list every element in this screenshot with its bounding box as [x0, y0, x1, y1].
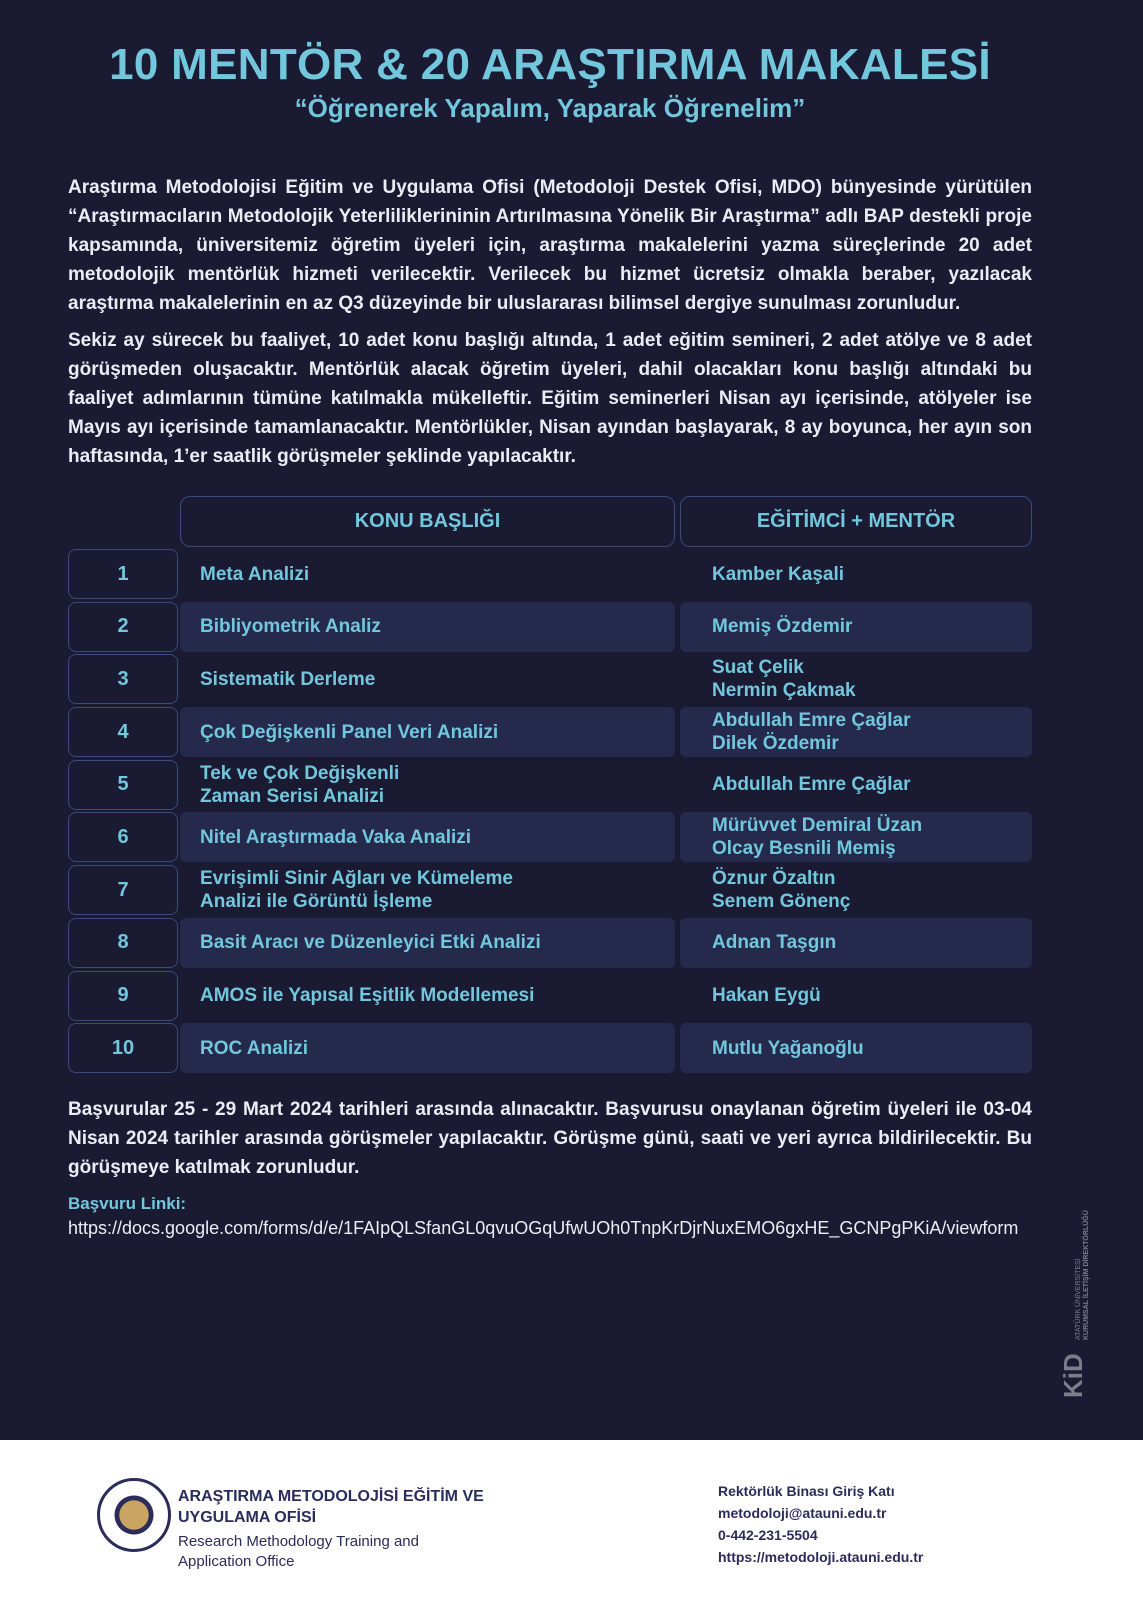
row-number: 3: [68, 654, 178, 704]
office-name-en: Research Methodology Training and Application Office: [178, 1533, 419, 1570]
university-seal-logo: [97, 1478, 171, 1552]
row-number: 10: [68, 1023, 178, 1073]
header-topic: KONU BAŞLIĞI: [180, 496, 675, 547]
table-row: [68, 602, 1032, 652]
row-number: 2: [68, 602, 178, 652]
row-topic: Tek ve Çok Değişkenli Zaman Serisi Analizi: [200, 762, 400, 807]
row-mentor: Öznur Özaltın Senem Gönenç: [712, 868, 851, 913]
table-row: [68, 760, 1032, 810]
row-topic: Sistematik Derleme: [200, 668, 376, 690]
mentor-table: [68, 549, 1032, 1073]
contact-info: [718, 1480, 923, 1568]
schedule-paragraph: Sekiz ay sürecek bu faaliyet, 10 adet konu başlığı altında, 1 adet eğitim semineri, 2 adet atölye ve 8 adet görüşmeden oluşacaktır. Mentörlük alacak öğretim üyeleri, dahil olacakları konu başlığı altındaki bu faaliyet adımlarının tümüne katılmakla mükelleftir. Eğitim seminerleri Nisan ayı içerisinde, atölyeler ise Mayıs ayı içerisinde tamamlanacaktır. Mentörlükler, Nisan ayından başlayarak, 8 ay boyunca, her ayın son haftasında, 1’er saatlik görüşmeler şeklinde yapılacaktır.: [68, 330, 1032, 467]
row-number: 6: [68, 812, 178, 862]
row-topic: ROC Analizi: [180, 1023, 675, 1073]
row-mentor: Abdullah Emre Çağlar Dilek Özdemir: [680, 707, 1032, 757]
row-mentor: Mürüvvet Demiral Üzan Olcay Besnili Memiş: [680, 812, 1032, 862]
row-mentor: Adnan Taşgın: [680, 918, 1032, 968]
row-mentor: Kamber Kaşali: [712, 563, 845, 585]
table-row: [68, 812, 1032, 862]
office-name: ARAŞTIRMA METODOLOJİSİ EĞİTİM VE UYGULAMA OFİSİ: [178, 1488, 484, 1526]
table-row: [68, 865, 1032, 915]
footer: [0, 1440, 1143, 1600]
kid-logo: [1058, 1140, 1092, 1400]
table-row: [68, 707, 1032, 757]
row-mentor: Abdullah Emre Çağlar: [712, 774, 911, 796]
poster-subtitle: “Öğrenerek Yapalım, Yaparak Öğrenelim”: [294, 93, 806, 123]
table-row: [68, 971, 1032, 1021]
row-mentor: Memiş Özdemir: [680, 602, 1032, 652]
table-header: [68, 496, 1032, 547]
application-paragraph: Başvurular 25 - 29 Mart 2024 tarihleri arasında alınacaktır. Başvurusu onaylanan öğretim üyeleri ile 03-04 Nisan 2024 tarihler arasında görüşmeler yapılacaktır. Görüşme günü, saati ve yeri ayrıca bildirilecektir. Bu görüşmeye katılmak zorunludur.: [68, 1099, 1032, 1179]
table-row: [68, 549, 1032, 599]
row-topic: AMOS ile Yapısal Eşitlik Modellemesi: [200, 985, 535, 1006]
email-link[interactable]: metodoloji@atauni.edu.tr: [718, 1505, 887, 1521]
header-mentor: EĞİTİMCİ + MENTÖR: [680, 496, 1032, 547]
phone: 0-442-231-5504: [718, 1527, 818, 1543]
row-topic: Nitel Araştırmada Vaka Analizi: [180, 812, 675, 862]
row-topic: Meta Analizi: [200, 563, 310, 585]
row-topic: Çok Değişkenli Panel Veri Analizi: [180, 707, 675, 757]
intro-paragraph: Araştırma Metodolojisi Eğitim ve Uygulama Ofisi (Metodoloji Destek Ofisi, MDO) bünyesinde yürütülen “Araştırmacıların Metodolojik Yeterliliklerininin Artırılmasına Yönelik Bir Araştırma” adlı BAP destekli proje kapsamında, üniversitemiz öğretim üyeleri için, araştırma makalelerini yazma süreçlerinde 20 adet metodolojik mentörlük hizmeti verilecektir. Verilecek bu hizmet ücretsiz olmakla beraber, yazılacak araştırma makalelerinin en az Q3 düzeyinde bir uluslararası bilimsel dergiye sunulması zorunludur.: [68, 177, 1032, 314]
row-number: 1: [68, 549, 178, 599]
row-mentor: Mutlu Yağanoğlu: [680, 1023, 1032, 1073]
table-row: [68, 654, 1032, 704]
application-link[interactable]: https://docs.google.com/forms/d/e/1FAIpQLSfanGL0qvuOGqUfwUOh0TnpKrDjrNuxEMO6gxHE_GCNPgPKiA/viewform: [68, 1218, 1019, 1239]
row-topic: Basit Aracı ve Düzenleyici Etki Analizi: [180, 918, 675, 968]
link-label: Başvuru Linki:: [68, 1194, 187, 1214]
row-mentor: Suat Çelik Nermin Çakmak: [712, 657, 856, 702]
row-number: 4: [68, 707, 178, 757]
kid-line2: KURUMSAL İLETİŞİM DİREKTÖRLÜĞÜ: [1083, 1210, 1090, 1340]
row-mentor: Hakan Eygü: [712, 985, 821, 1006]
website-link[interactable]: https://metodoloji.atauni.edu.tr: [718, 1549, 924, 1565]
kid-line1: ATATÜRK ÜNİVERSİTESİ: [1075, 1258, 1082, 1340]
kid-mark: KiD: [1058, 1353, 1088, 1398]
row-number: 7: [68, 865, 178, 915]
row-number: 5: [68, 760, 178, 810]
address: Rektörlük Binası Giriş Katı: [718, 1483, 895, 1499]
poster-title: 10 MENTÖR & 20 ARAŞTIRMA MAKALESİ: [109, 40, 991, 89]
row-number: 9: [68, 971, 178, 1021]
row-topic: Evrişimli Sinir Ağları ve Kümeleme Analizi ile Görüntü İşleme: [200, 868, 513, 913]
row-topic: Bibliyometrik Analiz: [180, 602, 675, 652]
row-number: 8: [68, 918, 178, 968]
table-row: [68, 918, 1032, 968]
table-row: [68, 1023, 1032, 1073]
